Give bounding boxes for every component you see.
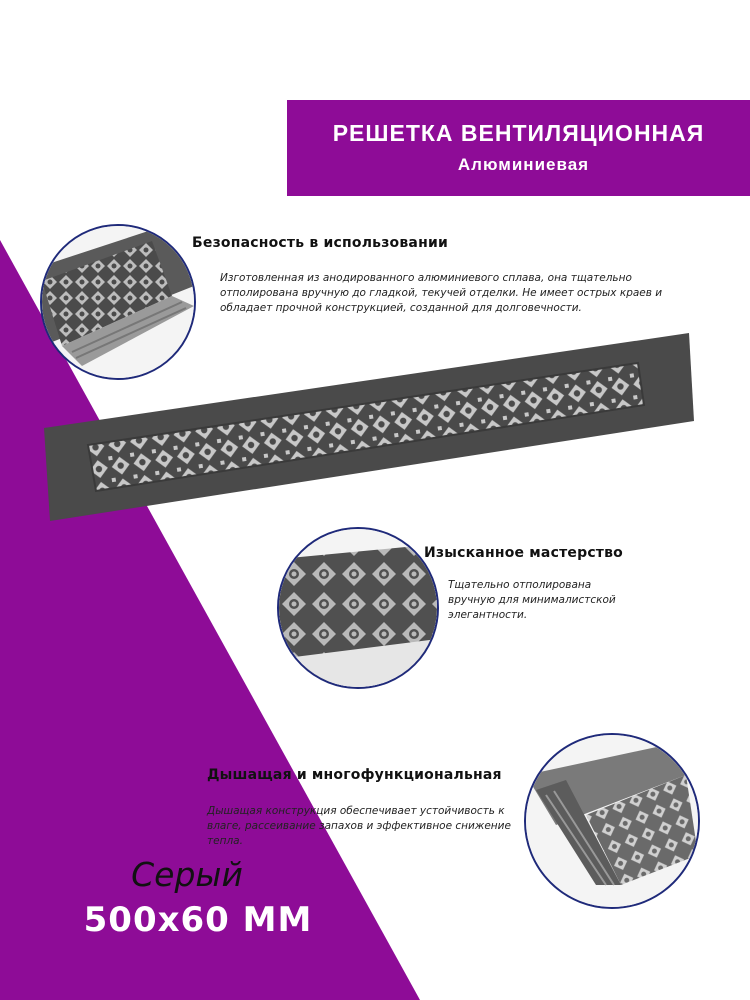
feature-title-breathable: Дышащая и многофункциональная bbox=[207, 767, 502, 783]
header-banner bbox=[287, 100, 750, 196]
feature-title-craftsmanship: Изысканное мастерство bbox=[424, 545, 624, 561]
detail-image-pattern bbox=[277, 527, 439, 689]
feature-text-safety: Изготовленная из анодированного алюминиевого сплава, она тщательно отполирована вручную до гладкой, текучей отделки. Не имеет острых краев и обладает прочной конструкцией, созданной для долговечности. bbox=[220, 272, 663, 314]
feature-text-craftsmanship: Тщательно отполирована вручную для минималистской элегантности. bbox=[448, 579, 616, 621]
detail-image-profile bbox=[524, 733, 700, 909]
product-grille-image bbox=[44, 333, 694, 523]
page-title: РЕШЕТКА ВЕНТИЛЯЦИОННАЯ bbox=[332, 120, 705, 146]
feature-text-breathable: Дышащая конструкция обеспечивает устойчивость к влаге, рассеивание запахов и эффективное снижение тепла. bbox=[207, 805, 511, 847]
feature-title-safety: Безопасность в использовании bbox=[192, 235, 448, 251]
product-size-label: 500x60 ММ bbox=[83, 900, 313, 940]
product-color-label: Серый bbox=[131, 855, 243, 894]
page-subtitle: Алюминиевая bbox=[457, 155, 590, 174]
